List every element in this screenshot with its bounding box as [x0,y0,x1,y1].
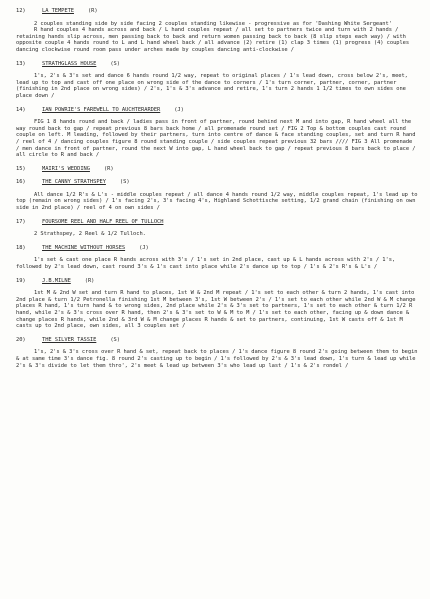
dance-number: 17) [16,218,26,225]
dance-number: 14) [16,106,26,113]
dance-title: THE SILVER TASSIE [42,336,97,343]
instruction-paragraph: FIG 1 8 hands round and back / ladies pass in front of partner, round behind next M and into gap, R hand wheel all the way round back to gap / repeat previous 8 bars back home / all promenade round set / FIG 2 Top & bottom couples cast round couple on left. M leading, followed by their partners, turn into centre of dance & face standing couples, set and turn R hand / reel of 4 / dancing couples figure 8 round standing couple / side couples repeat previous 32 bars //// FIG 3 All promenade / men dance in front of partner, round the next W into gap, L hand wheel back to gap / repeat previous 8 bars back to place / all circle to R and back / [16,119,419,159]
dance-title: LA TEMPETE [42,8,74,14]
dance-number: 20) [16,336,26,343]
dance-entry [16,278,418,330]
dance-number: 19) [16,277,26,284]
instruction-paragraph: 1st M & 2nd W set and turn R hand to places, 1st W & 2nd M repeat / 1's set to each other & turn 2 hands, 1's cast into 2nd place & turn 1/2 Petronella finishing 1st M between 3's, 1st W between 2's / 1's set to each other while 2nd W & M change places R hand, 1's turn hand & to wrong sides, 2nd place while 2's & 3's set to partners, 1's set to each other & turn 1/2 R hand, while 2's & 3's cross over R hand, then 2's & 3's set to W & M to M / 1's set to each other, facing up & down dance & change places R hands, while 2nd & 3rd W & M change places R hands & set to partners, continuing, 1st W casts off & 1st M casts up to 2nd place, own sides, all 3 couples set / [16,290,419,330]
dance-type: (S) [110,60,120,67]
dance-instructions [16,21,418,54]
instruction-paragraph: 1's, 2's & 3's set and dance 6 hands round 1/2 way, repeat to original places / 1's lead down, cross below 2's, meet, lead up to top and cast off one place on wrong side of the dance to corners / 1's turn corner, partner, corner, partner (finishing in 2nd place on wrong sides) / 2's, 1's & 3's advance and retire, 1's turn 2 hands 1 1/2 times to own sides one place down / [16,73,412,99]
dance-heading [16,245,418,252]
dance-entry [16,219,418,238]
dance-type: (S) [119,179,130,186]
dance-type: (J) [139,244,149,251]
dance-heading [16,219,418,226]
dance-instructions [16,257,418,270]
instruction-paragraph: 1's set & cast one place R hands across with 3's / 1's set in 2nd place, cast up & L hands across with 2's / 1's, followed by 2's lead down, cast round 3's & 1's cast into place while 2's dance up to top / 1's & 2's R's & L's / [16,257,399,271]
instruction-paragraph: 2 couples standing side by side facing 2 couples standing likewise - progressive as for 'Dashing White Sergeant' [34,20,392,27]
dance-heading [16,278,418,285]
dance-title: IAN POWRIE'S FAREWELL TO AUCHTERARDER [42,106,161,113]
dance-heading [16,337,418,344]
dance-heading [16,8,418,15]
dance-entry [16,107,418,159]
dance-type: (R) [103,165,114,172]
dance-instructions [16,231,418,238]
dance-heading [16,61,418,68]
dance-type: (R) [84,277,95,284]
dance-number: 12) [16,8,26,14]
dance-entry [16,166,418,173]
instruction-paragraph: R hand couples 4 hands across and back / L hand couples repeat / all set to partners twice and turn with 2 hands / retaining hands slip across, men passing back to back and return women passing back to back (8 slip steps each way) / with opposite couple 4 hands round to L and L hand wheel back / all advance (2) retire (1) clap 3 times (1) progress (4) couples dancing clockwise round room pass under arches made by couples dancing anti-clockwise / [16,27,413,53]
dance-instructions [16,119,418,159]
dance-title: THE MACHINE WITHOUT HORSES [42,244,126,251]
dance-entry [16,336,421,369]
dance-entry [16,245,418,271]
dance-instructions [16,191,421,212]
dance-type: (S) [110,336,120,343]
dance-entry [16,179,421,212]
dance-list [16,8,421,369]
dance-heading [16,166,418,173]
dance-entry [16,61,418,100]
dance-number: 16) [16,179,26,186]
dance-instructions [16,290,418,330]
dance-heading [16,179,418,186]
dance-type: (J) [174,106,184,113]
instruction-paragraph: All dance 1/2 R's & L's - middle couples repeat / all dance 4 hands round 1/2 way, middle couples repeat, 1's lead up to top (remain on wrong sides) / 1's facing 2's, 3's facing 4's, Highland Schottische setting, 1/2 grand chain (finishing on own side in 2nd place) / reel of 4 on own sides / [16,191,421,212]
dance-number: 18) [16,244,26,251]
dance-number: 15) [16,165,26,172]
dance-number: 13) [16,60,26,67]
dance-title: MAIRI'S WEDDING [42,165,90,172]
dance-type: (R) [87,8,98,14]
dance-heading [16,107,418,114]
dance-instructions [16,349,421,369]
dance-instructions [16,73,418,99]
dance-entry [16,8,418,54]
instruction-paragraph: 2 Strathspey, 2 Reel & 1/2 Tulloch. [34,231,146,238]
dance-title: J.B.MILNE [42,277,71,284]
dance-title: STRATHGLASS HOUSE [42,60,97,67]
instruction-paragraph: 1's, 2's & 3's cross over R hand & set, repeat back to places / 1's dance figure 8 round 2's going between them to begin & at same time 3's dance fig. 8 round 2's casting up to begin / 1's followed by 2's & 3's lead down, 1's turn & lead up while 2's & 3's divide to let them thro', 2's meet & lead up between 3's who lead up last / 1's & 2's rondel / [16,349,421,369]
dance-title: THE CANNY STRATHSPEY [42,179,106,186]
dance-title: FOURSOME REEL AND HALF REEL OF TULLOCH [42,218,164,225]
